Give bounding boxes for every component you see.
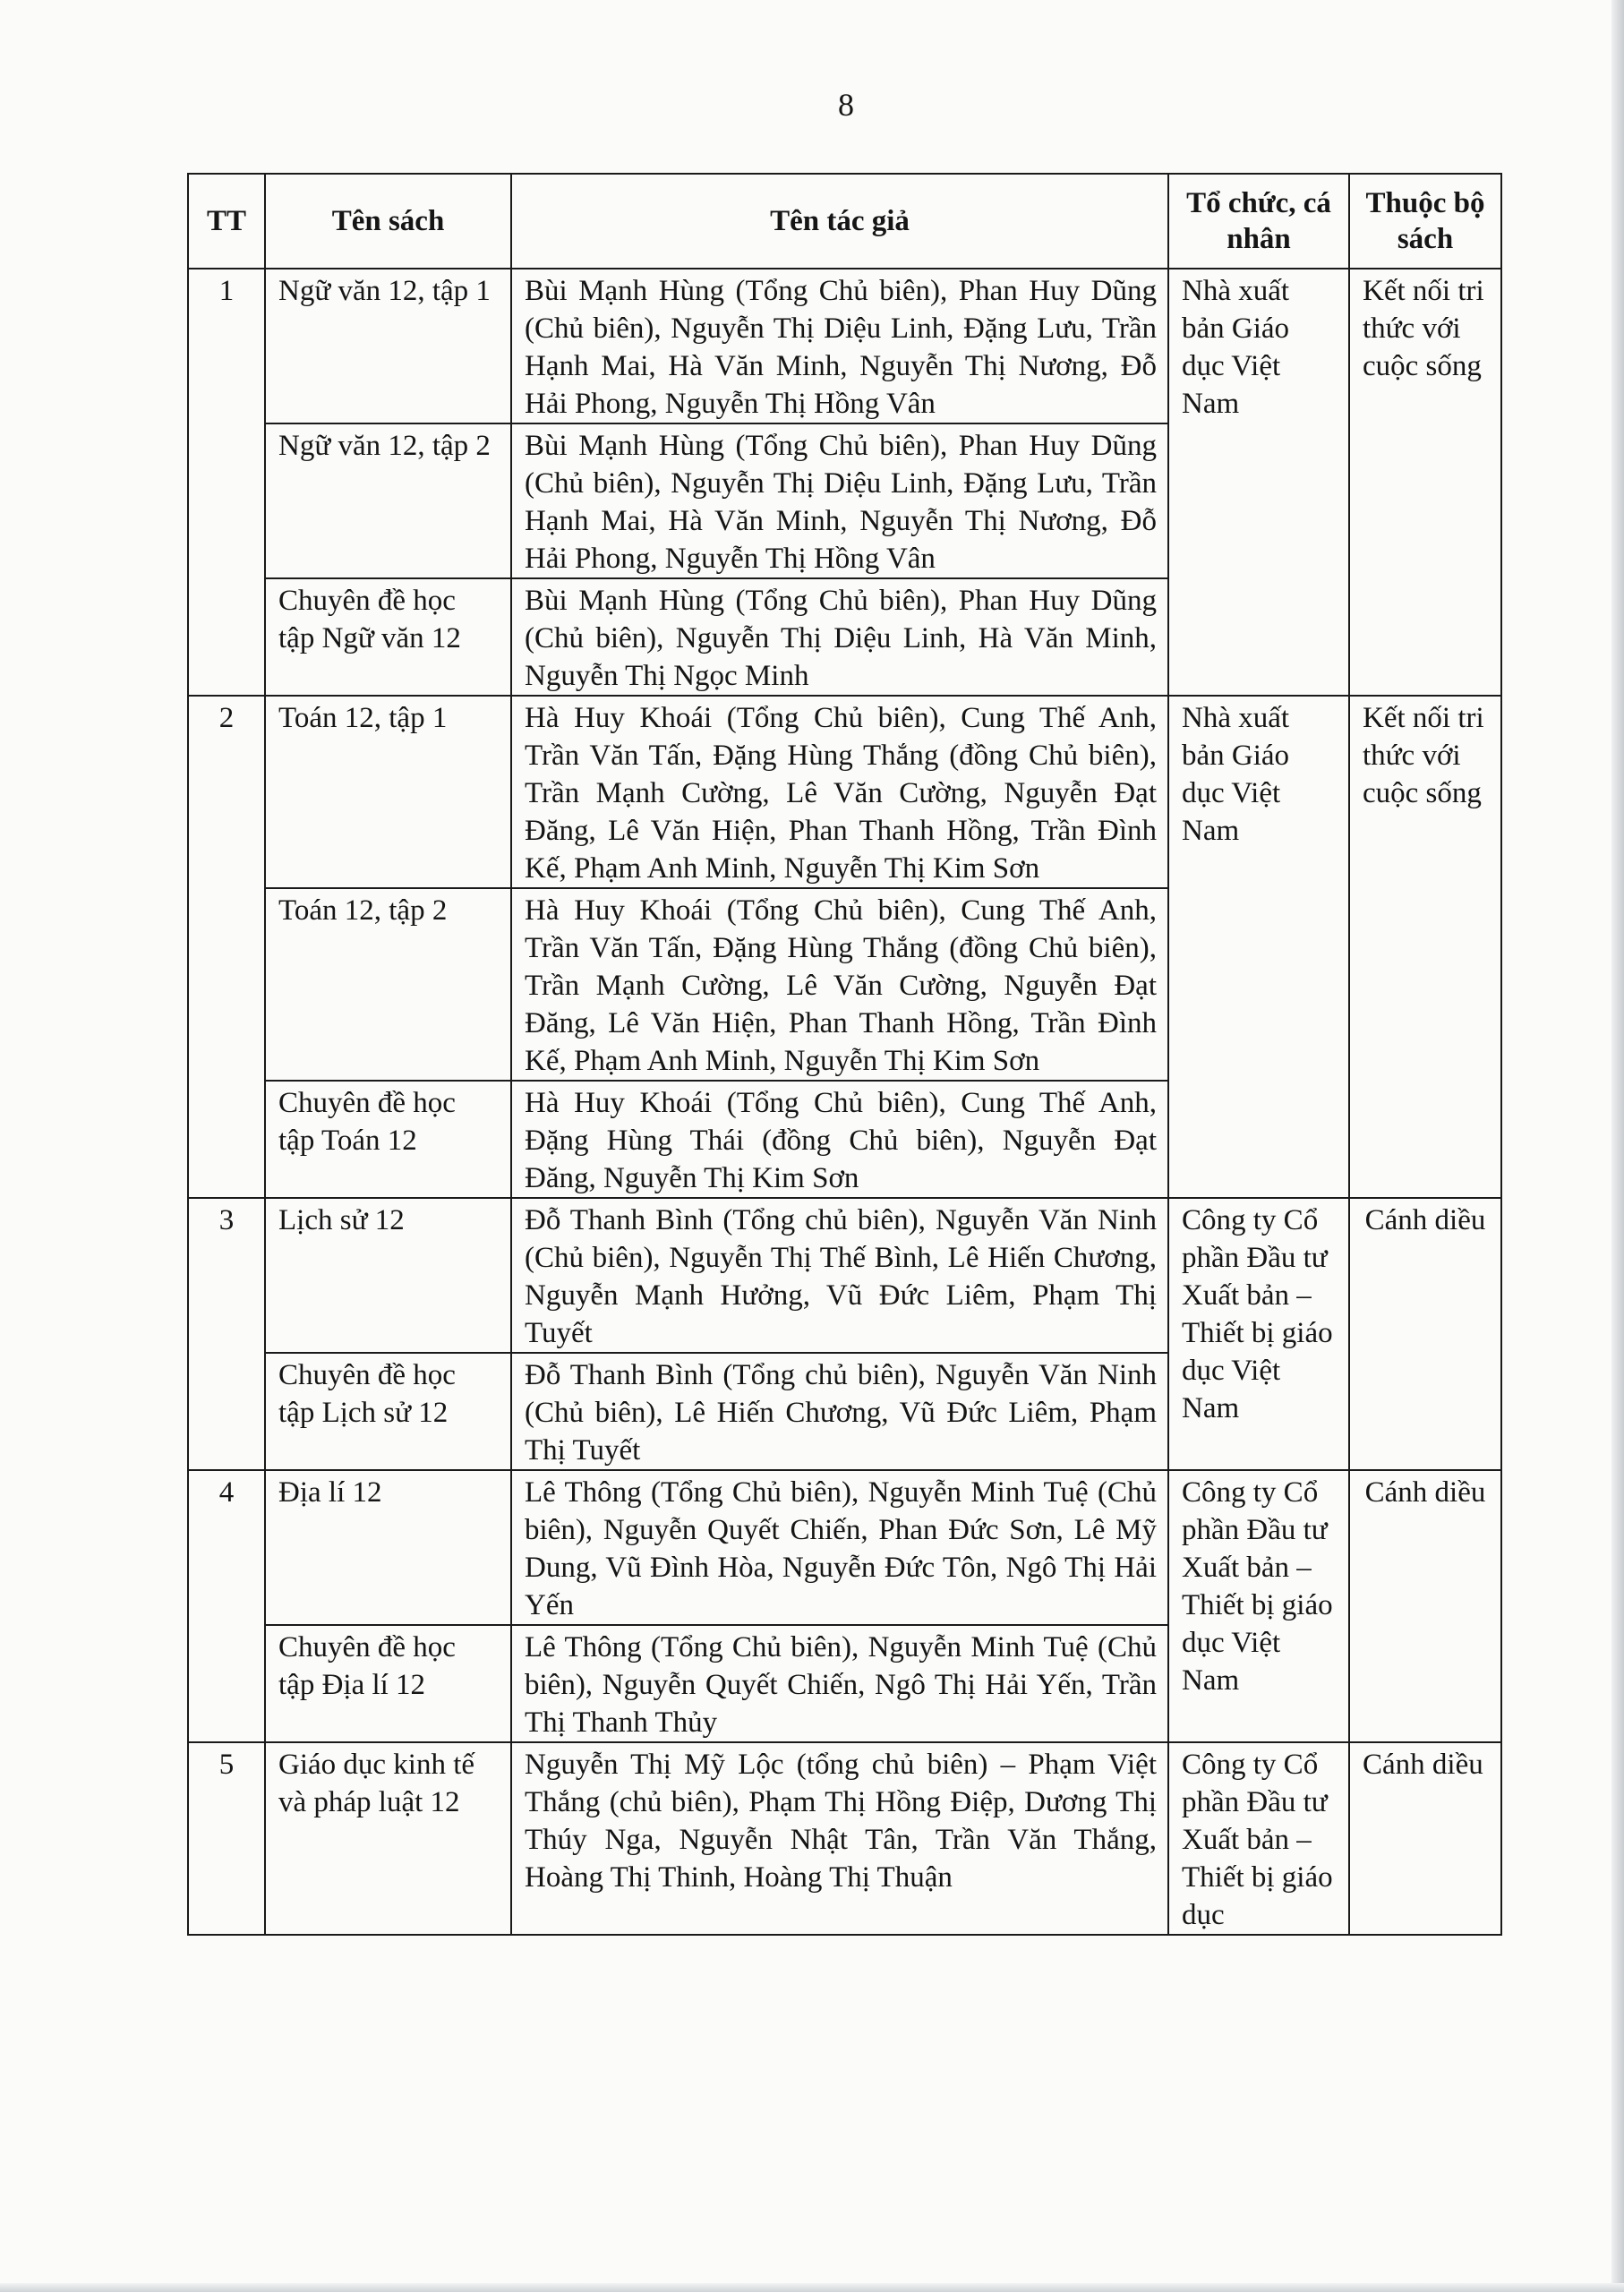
book-title: Ngữ văn 12, tập 1 — [265, 269, 511, 423]
book-series: Kết nối tri thức với cuộc sống — [1349, 269, 1501, 696]
table-row — [188, 269, 1501, 423]
book-title: Giáo dục kinh tế và pháp luật 12 — [265, 1742, 511, 1935]
book-series: Cánh diều — [1349, 1470, 1501, 1742]
page-bottom-edge — [0, 2283, 1624, 2292]
book-title: Toán 12, tập 1 — [265, 696, 511, 888]
book-title: Địa lí 12 — [265, 1470, 511, 1625]
book-authors: Hà Huy Khoái (Tổng Chủ biên), Cung Thế Anh, Trần Văn Tấn, Đặng Hùng Thắng (đồng Chủ biên), Trần Mạnh Cường, Lê Văn Cường, Nguyễn Đạt Đăng, Lê Văn Hiện, Phan Thanh Hồng, Trần Đình Kế, Phạm Anh Minh, Nguyễn Thị Kim Sơn — [511, 696, 1168, 888]
book-title: Chuyên đề học tập Toán 12 — [265, 1081, 511, 1198]
book-authors: Đỗ Thanh Bình (Tổng chủ biên), Nguyễn Văn Ninh (Chủ biên), Lê Hiến Chương, Vũ Đức Liêm, Phạm Thị Tuyết — [511, 1353, 1168, 1470]
book-authors: Hà Huy Khoái (Tổng Chủ biên), Cung Thế Anh, Trần Văn Tấn, Đặng Hùng Thắng (đồng Chủ biên), Trần Mạnh Cường, Lê Văn Cường, Nguyễn Đạt Đăng, Lê Văn Hiện, Phan Thanh Hồng, Trần Đình Kế, Phạm Anh Minh, Nguyễn Thị Kim Sơn — [511, 888, 1168, 1081]
textbook-table — [187, 173, 1502, 1936]
table-row — [188, 696, 1501, 888]
header-tt: TT — [188, 174, 265, 269]
row-number: 4 — [188, 1470, 265, 1742]
book-series: Cánh diều — [1349, 1198, 1501, 1470]
row-number: 3 — [188, 1198, 265, 1470]
header-book-title: Tên sách — [265, 174, 511, 269]
book-title: Chuyên đề học tập Địa lí 12 — [265, 1625, 511, 1742]
table-row — [188, 1198, 1501, 1353]
organization: Nhà xuất bản Giáo dục Việt Nam — [1168, 696, 1349, 1198]
organization: Công ty Cổ phần Đầu tư Xuất bản – Thiết bị giáo dục Việt Nam — [1168, 1470, 1349, 1742]
header-series: Thuộc bộ sách — [1349, 174, 1501, 269]
row-number: 1 — [188, 269, 265, 696]
book-authors: Nguyễn Thị Mỹ Lộc (tổng chủ biên) – Phạm Việt Thắng (chủ biên), Phạm Thị Hồng Điệp, Dương Thị Thúy Nga, Nguyễn Nhật Tân, Trần Văn Thắng, Hoàng Thị Thinh, Hoàng Thị Thuận — [511, 1742, 1168, 1935]
book-authors: Hà Huy Khoái (Tổng Chủ biên), Cung Thế Anh, Đặng Hùng Thái (đồng Chủ biên), Nguyễn Đạt Đăng, Nguyễn Thị Kim Sơn — [511, 1081, 1168, 1198]
table-row — [188, 1470, 1501, 1625]
book-title: Lịch sử 12 — [265, 1198, 511, 1353]
book-authors: Bùi Mạnh Hùng (Tổng Chủ biên), Phan Huy Dũng (Chủ biên), Nguyễn Thị Diệu Linh, Hà Văn Minh, Nguyễn Thị Ngọc Minh — [511, 578, 1168, 696]
organization: Công ty Cổ phần Đầu tư Xuất bản – Thiết bị giáo dục — [1168, 1742, 1349, 1935]
row-number: 5 — [188, 1742, 265, 1935]
organization: Nhà xuất bản Giáo dục Việt Nam — [1168, 269, 1349, 696]
book-title: Chuyên đề học tập Ngữ văn 12 — [265, 578, 511, 696]
book-series: Kết nối tri thức với cuộc sống — [1349, 696, 1501, 1198]
book-series: Cánh diều — [1349, 1742, 1501, 1935]
book-authors: Đỗ Thanh Bình (Tổng chủ biên), Nguyễn Văn Ninh (Chủ biên), Nguyễn Thị Thế Bình, Lê Hiến Chương, Nguyễn Mạnh Hưởng, Vũ Đức Liêm, Phạm Thị Tuyết — [511, 1198, 1168, 1353]
book-title: Ngữ văn 12, tập 2 — [265, 423, 511, 578]
book-authors: Lê Thông (Tổng Chủ biên), Nguyễn Minh Tuệ (Chủ biên), Nguyễn Quyết Chiến, Ngô Thị Hải Yến, Trần Thị Thanh Thủy — [511, 1625, 1168, 1742]
header-organization: Tổ chức, cá nhân — [1168, 174, 1349, 269]
book-authors: Bùi Mạnh Hùng (Tổng Chủ biên), Phan Huy Dũng (Chủ biên), Nguyễn Thị Diệu Linh, Đặng Lưu, Trần Hạnh Mai, Hà Văn Minh, Nguyễn Thị Nương, Đỗ Hải Phong, Nguyễn Thị Hồng Vân — [511, 269, 1168, 423]
book-authors: Bùi Mạnh Hùng (Tổng Chủ biên), Phan Huy Dũng (Chủ biên), Nguyễn Thị Diệu Linh, Đặng Lưu, Trần Hạnh Mai, Hà Văn Minh, Nguyễn Thị Nương, Đỗ Hải Phong, Nguyễn Thị Hồng Vân — [511, 423, 1168, 578]
book-title: Toán 12, tập 2 — [265, 888, 511, 1081]
organization: Công ty Cổ phần Đầu tư Xuất bản – Thiết bị giáo dục Việt Nam — [1168, 1198, 1349, 1470]
book-title: Chuyên đề học tập Lịch sử 12 — [265, 1353, 511, 1470]
header-authors: Tên tác giả — [511, 174, 1168, 269]
table-header-row — [188, 174, 1501, 269]
page-right-edge — [1611, 0, 1624, 2292]
page-number: 8 — [838, 87, 854, 123]
table-row — [188, 1742, 1501, 1935]
book-authors: Lê Thông (Tổng Chủ biên), Nguyễn Minh Tuệ (Chủ biên), Nguyễn Quyết Chiến, Phan Đức Sơn, Lê Mỹ Dung, Vũ Đình Hòa, Nguyễn Đức Tôn, Ngô Thị Hải Yến — [511, 1470, 1168, 1625]
row-number: 2 — [188, 696, 265, 1198]
